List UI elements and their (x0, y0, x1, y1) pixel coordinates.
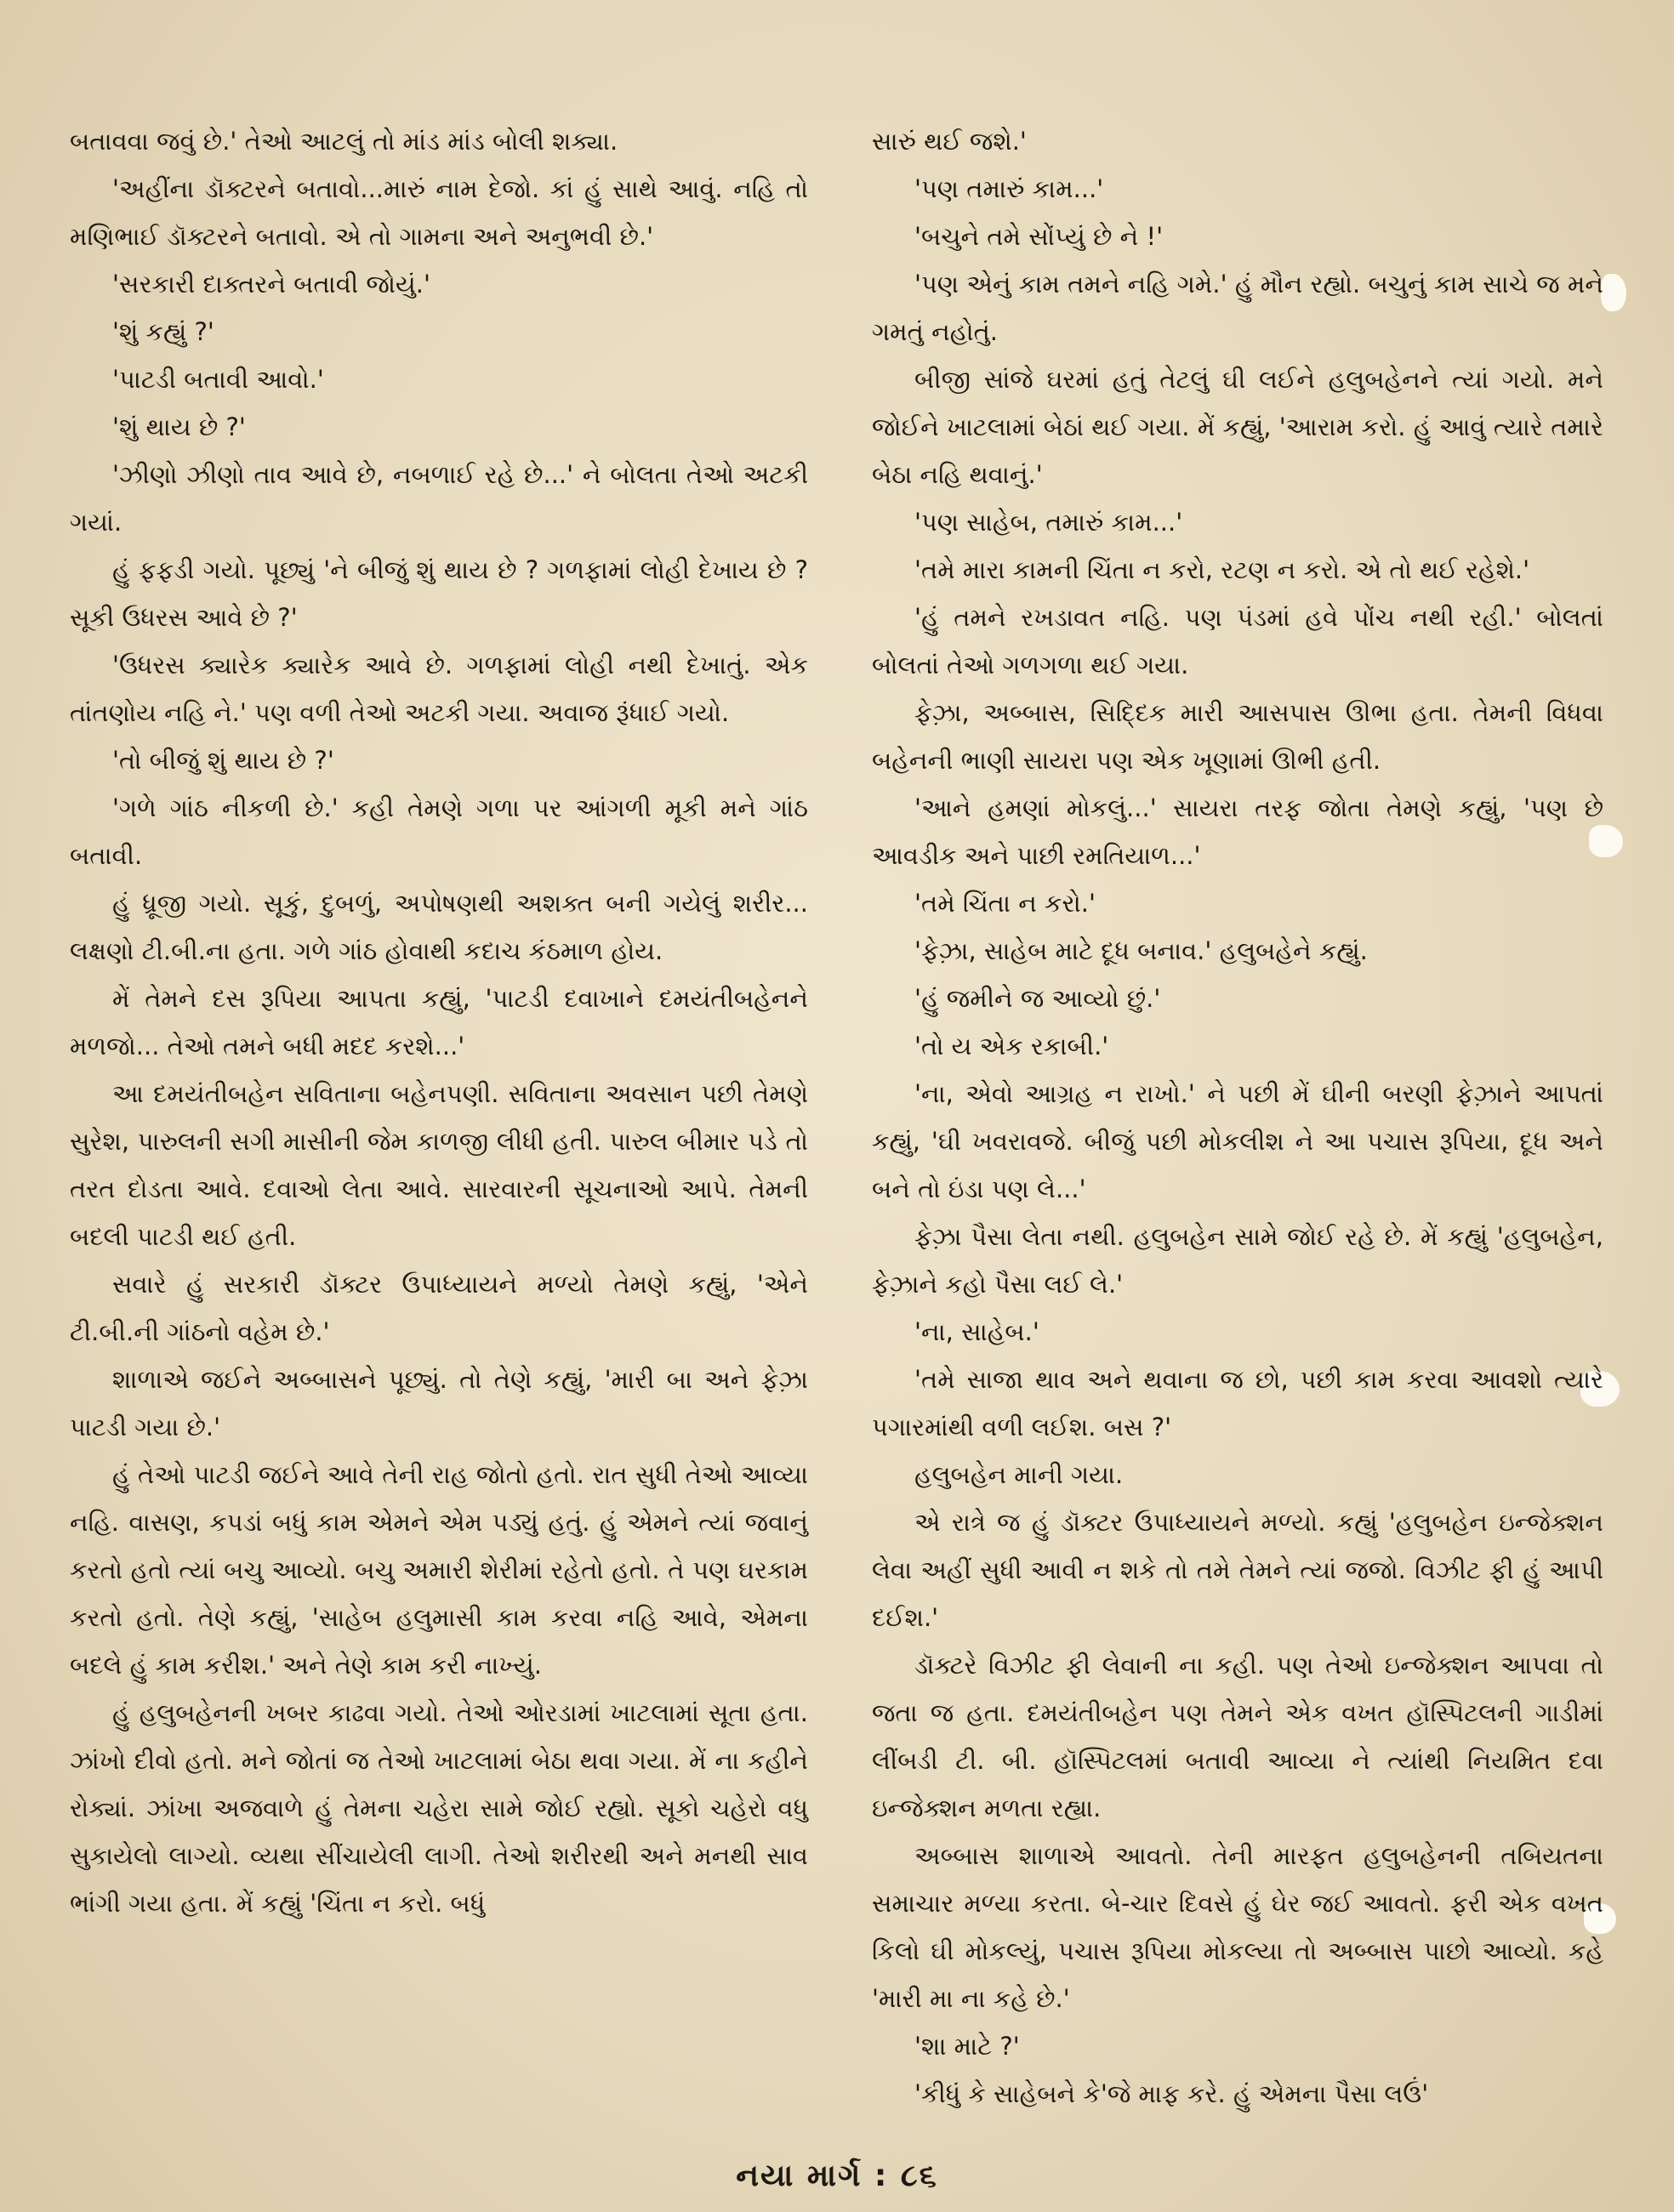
paragraph: 'ગળે ગાંઠ નીકળી છે.' કહી તેમણે ગળા પર આંગળી મૂકી મને ગાંઠ બતાવી. (70, 793, 808, 870)
left-column (70, 117, 808, 1927)
paragraph: ફેઝ઼ા પૈસા લેતા નથી. હલુબહેન સામે જોઈ રહે છે. મેં કહ્યું 'હલુબહેન, ફેઝ઼ાને કહો પૈસા લઈ લે.' (872, 1222, 1603, 1299)
paragraph: 'ફેઝ઼ા, સાહેબ માટે દૂધ બનાવ.' હલુબહેને કહ્યું. (914, 936, 1368, 965)
paragraph: 'શું થાય છે ?' (112, 412, 246, 441)
paragraph: 'તો ય એક રકાબી.' (914, 1032, 1109, 1061)
page-footer: નયા માર્ગ : ૮૬ (736, 2158, 938, 2193)
paragraph: આ દમયંતીબહેન સવિતાના બહેનપણી. સવિતાના અવસાન પછી તેમણે સુરેશ, પારુલની સગી માસીની જેમ કાળજી લીધી હતી. પારુલ બીમાર પડે તો તરત દોડતા આવે. દવાઓ લેતા આવે. સારવારની સૂચનાઓ આપે. તેમની બદલી પાટડી થઈ હતી. (70, 1079, 808, 1251)
paragraph: 'પાટડી બતાવી આવો.' (112, 365, 324, 394)
paragraph: ફેઝ઼ા, અબ્બાસ, સિદ્દિક મારી આસપાસ ઊભા હતા. તેમની વિધવા બહેનની ભાણી સાયરા પણ એક ખૂણામાં ઊભી હતી. (872, 698, 1603, 775)
paragraph: શાળાએ જઈને અબ્બાસને પૂછ્યું. તો તેણે કહ્યું, 'મારી બા અને ફેઝ઼ા પાટડી ગયા છે.' (70, 1365, 808, 1441)
paragraph: હું ધ્રૂજી ગયો. સૂકું, દુબળું, અપોષણથી અશક્ત બની ગયેલું શરીર... લક્ષણો ટી.બી.ના હતા. ગળે ગાંઠ હોવાથી કદાચ કંઠમાળ હોય. (70, 889, 808, 965)
paragraph: 'સરકારી દાક્તરને બતાવી જોયું.' (112, 270, 430, 299)
paragraph: બતાવવા જવું છે.' તેઓ આટલું તો માંડ માંડ બોલી શક્યા. (70, 127, 618, 156)
paragraph: 'બચુને તમે સોંપ્યું છે ને !' (914, 222, 1164, 251)
paragraph: 'શા માટે ?' (914, 2032, 1020, 2061)
paragraph: 'કીધું કે સાહેબને કે'જે માફ કરે. હું એમના પૈસા લઉં' (914, 2079, 1429, 2108)
paragraph: 'પણ સાહેબ, તમારું કામ...' (914, 508, 1183, 537)
paragraph: 'હું તમને રખડાવત નહિ. પણ પંડમાં હવે પોંચ નથી રહી.' બોલતાં બોલતાં તેઓ ગળગળા થઈ ગયા. (872, 603, 1603, 680)
paragraph: હું તેઓ પાટડી જઈને આવે તેની રાહ જોતો હતો. રાત સુધી તેઓ આવ્યા નહિ. વાસણ, કપડાં બધું કામ એમને એમ પડ્યું હતું. હું એમને ત્યાં જવાનું કરતો હતો ત્યાં બચુ આવ્યો. બચુ અમારી શેરીમાં રહેતો હતો. તે પણ ઘરકામ કરતો હતો. તેણે કહ્યું, 'સાહેબ હલુમાસી કામ કરવા નહિ આવે, એમના બદલે હું કામ કરીશ.' અને તેણે કામ કરી નાખ્યું. (70, 1460, 808, 1680)
paper-damage-mark (1601, 274, 1626, 311)
paragraph: 'તમે મારા કામની ચિંતા ન કરો, રટણ ન કરો. એ તો થઈ રહેશે.' (914, 555, 1530, 584)
right-column (872, 117, 1603, 2118)
paragraph: મેં તેમને દસ રૂપિયા આપતા કહ્યું, 'પાટડી દવાખાને દમયંતીબહેનને મળજો... તેઓ તમને બધી મદદ કરશે...' (70, 984, 808, 1061)
paragraph: ડૉક્ટરે વિઝીટ ફી લેવાની ના કહી. પણ તેઓ ઇન્જેક્શન આપવા તો જતા જ હતા. દમયંતીબહેન પણ તેમને એક વખત હૉસ્પિટલની ગાડીમાં લીંબડી ટી. બી. હૉસ્પિટલમાં બતાવી આવ્યા ને ત્યાંથી નિયમિત દવા ઇન્જેક્શન મળતા રહ્યા. (872, 1651, 1603, 1822)
paragraph: 'આને હમણાં મોકલું...' સાયરા તરફ જોતા તેમણે કહ્યું, 'પણ છે આવડીક અને પાછી રમતિયાળ...' (872, 793, 1603, 870)
paragraph: 'ના, સાહેબ.' (914, 1317, 1039, 1346)
paragraph: 'ઉધરસ ક્યારેક ક્યારેક આવે છે. ગળફામાં લોહી નથી દેખાતું. એક તાંતણોય નહિ ને.' પણ વળી તેઓ અટકી ગયા. અવાજ રૂંધાઈ ગયો. (70, 651, 808, 727)
paragraph: બીજી સાંજે ઘરમાં હતું તેટલું ઘી લઈને હલુબહેનને ત્યાં ગયો. મને જોઈને ખાટલામાં બેઠાં થઈ ગયા. મેં કહ્યું, 'આરામ કરો. હું આવું ત્યારે તમારે બેઠા નહિ થવાનું.' (872, 365, 1603, 489)
paragraph: 'તમે ચિંતા ન કરો.' (914, 889, 1096, 918)
paragraph: 'ઝીણો ઝીણો તાવ આવે છે, નબળાઈ રહે છે...' ને બોલતા તેઓ અટકી ગયાં. (70, 460, 808, 537)
paragraph: અબ્બાસ શાળાએ આવતો. તેની મારફત હલુબહેનની તબિયતના સમાચાર મળ્યા કરતા. બે-ચાર દિવસે હું ઘેર જઈ આવતો. ફરી એક વખત કિલો ઘી મોકલ્યું, પચાસ રૂપિયા મોકલ્યા તો અબ્બાસ પાછો આવ્યો. કહે 'મારી મા ના કહે છે.' (872, 1841, 1603, 2013)
paragraph: 'અહીંના ડૉક્ટરને બતાવો...મારું નામ દેજો. કાં હું સાથે આવું. નહિ તો મણિભાઈ ડૉક્ટરને બતાવો. એ તો ગામના અને અનુભવી છે.' (70, 174, 808, 251)
paragraph: 'તમે સાજા થાવ અને થવાના જ છો, પછી કામ કરવા આવશો ત્યારે પગારમાંથી વળી લઈશ. બસ ?' (872, 1365, 1603, 1441)
paragraph: 'હું જમીને જ આવ્યો છું.' (914, 984, 1161, 1013)
paragraph: એ રાત્રે જ હું ડૉક્ટર ઉપાધ્યાયને મળ્યો. કહ્યું 'હલુબહેન ઇન્જેક્શન લેવા અહીં સુધી આવી ન શકે તો તમે તેમને ત્યાં જજો. વિઝીટ ફી હું આપી દઈશ.' (872, 1508, 1603, 1632)
paragraph: સારું થઈ જશે.' (872, 127, 1027, 156)
paragraph: 'તો બીજું શું થાય છે ?' (112, 746, 334, 775)
paragraph: હું ફફડી ગયો. પૂછ્યું 'ને બીજું શું થાય છે ? ગળફામાં લોહી દેખાય છે ? સૂકી ઉધરસ આવે છે ?' (70, 555, 808, 632)
paragraph: સવારે હું સરકારી ડૉક્ટર ઉપાધ્યાયને મળ્યો તેમણે કહ્યું, 'એને ટી.બી.ની ગાંઠનો વહેમ છે.' (70, 1270, 808, 1346)
paragraph: 'ના, એવો આગ્રહ ન રાખો.' ને પછી મેં ઘીની બરણી ફેઝ઼ાને આપતાં કહ્યું, 'ઘી ખવરાવજે. બીજું પછી મોકલીશ ને આ પચાસ રૂપિયા, દૂધ અને બને તો ઇંડા પણ લે...' (872, 1079, 1603, 1203)
paragraph: 'શું કહ્યું ?' (112, 317, 214, 346)
paragraph: હલુબહેન માની ગયા. (914, 1460, 1124, 1489)
paragraph: 'પણ એનું કામ તમને નહિ ગમે.' હું મૌન રહ્યો. બચુનું કામ સાચે જ મને ગમતું નહોતું. (872, 270, 1603, 346)
paragraph: હું હલુબહેનની ખબર કાઢવા ગયો. તેઓ ઓરડામાં ખાટલામાં સૂતા હતા. ઝાંખો દીવો હતો. મને જોતાં જ તેઓ ખાટલામાં બેઠા થવા ગયા. મેં ના કહીને રોક્યાં. ઝાંખા અજવાળે હું તેમના ચહેરા સામે જોઈ રહ્યો. સૂકો ચહેરો વધુ સુકાયેલો લાગ્યો. વ્યથા સીંચાયેલી લાગી. તેઓ શરીરથી અને મનથી સાવ ભાંગી ગયા હતા. મેં કહ્યું 'ચિંતા ન કરો. બધું (70, 1698, 808, 1918)
paragraph: 'પણ તમારું કામ...' (914, 174, 1104, 203)
